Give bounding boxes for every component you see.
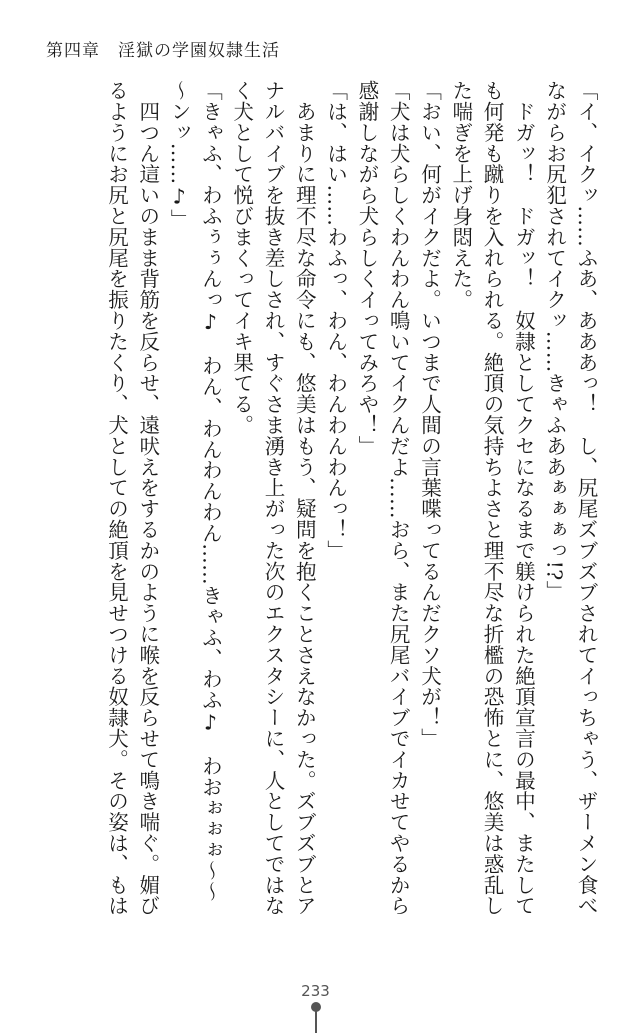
text-line: 「は、はい……わふっ、わん、わんわんわんっ！」 bbox=[323, 80, 348, 561]
text-line: ～ンッ……♪」 bbox=[167, 80, 192, 230]
text-line: あまりに理不尽な命令にも、悠美はもう、疑問を抱くことさえなかった。ズブズブとア bbox=[292, 80, 317, 916]
text-line: も何発も蹴りを入れられる。絶頂の気持ちよさと理不尽な折檻の恐怖とに、悠美は惑乱し bbox=[480, 80, 505, 916]
text-line: 四つん這いのまま背筋を反らせ、遠吠えをするかのように喉を反らせて鳴き喘ぐ。媚び bbox=[135, 80, 160, 916]
text-line: ながらお尻犯されてイクッ……きゃふああぁぁぁっ!?」 bbox=[542, 80, 567, 602]
text-line: 「犬は犬らしくわんわん鳴いてイクんだよ……おら、また尻尾バイブでイカせてやるから bbox=[386, 80, 411, 916]
text-line: た喘ぎを上げ身悶えた。 bbox=[448, 80, 473, 310]
running-header: 第四章 淫獄の学園奴隷生活 bbox=[46, 41, 280, 61]
text-line: ナルバイブを抜き差しされ、すぐさま湧き上がった次のエクスタシーに、人としてではな bbox=[261, 80, 286, 916]
text-line: 「おい、何がイクだよ。いつまで人間の言葉喋ってるんだクソ犬が！」 bbox=[417, 80, 442, 749]
text-line: く犬として悦びまくってイキ果てる。 bbox=[229, 80, 254, 436]
text-line: ドガッ！ ドガッ！ 奴隷としてクセになるまで躾けられた絶頂宣言の最中、またして bbox=[511, 80, 536, 916]
text-line: るようにお尻と尻尾を振りたくり、犬としての絶頂を見せつける奴隷犬。その姿は、もは bbox=[104, 80, 129, 916]
text-line: 「イ、イクッ……ふあ、あああっ！ し、尻尾ズブズブされてイっちゃう、ザーメン食べ bbox=[574, 80, 598, 916]
page-number: 233 bbox=[301, 982, 330, 1000]
page-marker-line bbox=[315, 1010, 317, 1033]
vertical-text-body bbox=[100, 80, 601, 950]
text-line: 「きゃふ、わふぅぅんっ♪ わん、わんわんわん……きゃふ、わふ♪ わおぉぉぉ～～ bbox=[198, 80, 223, 902]
text-line: 感謝しながら犬らしくイってみろや！」 bbox=[354, 80, 379, 457]
